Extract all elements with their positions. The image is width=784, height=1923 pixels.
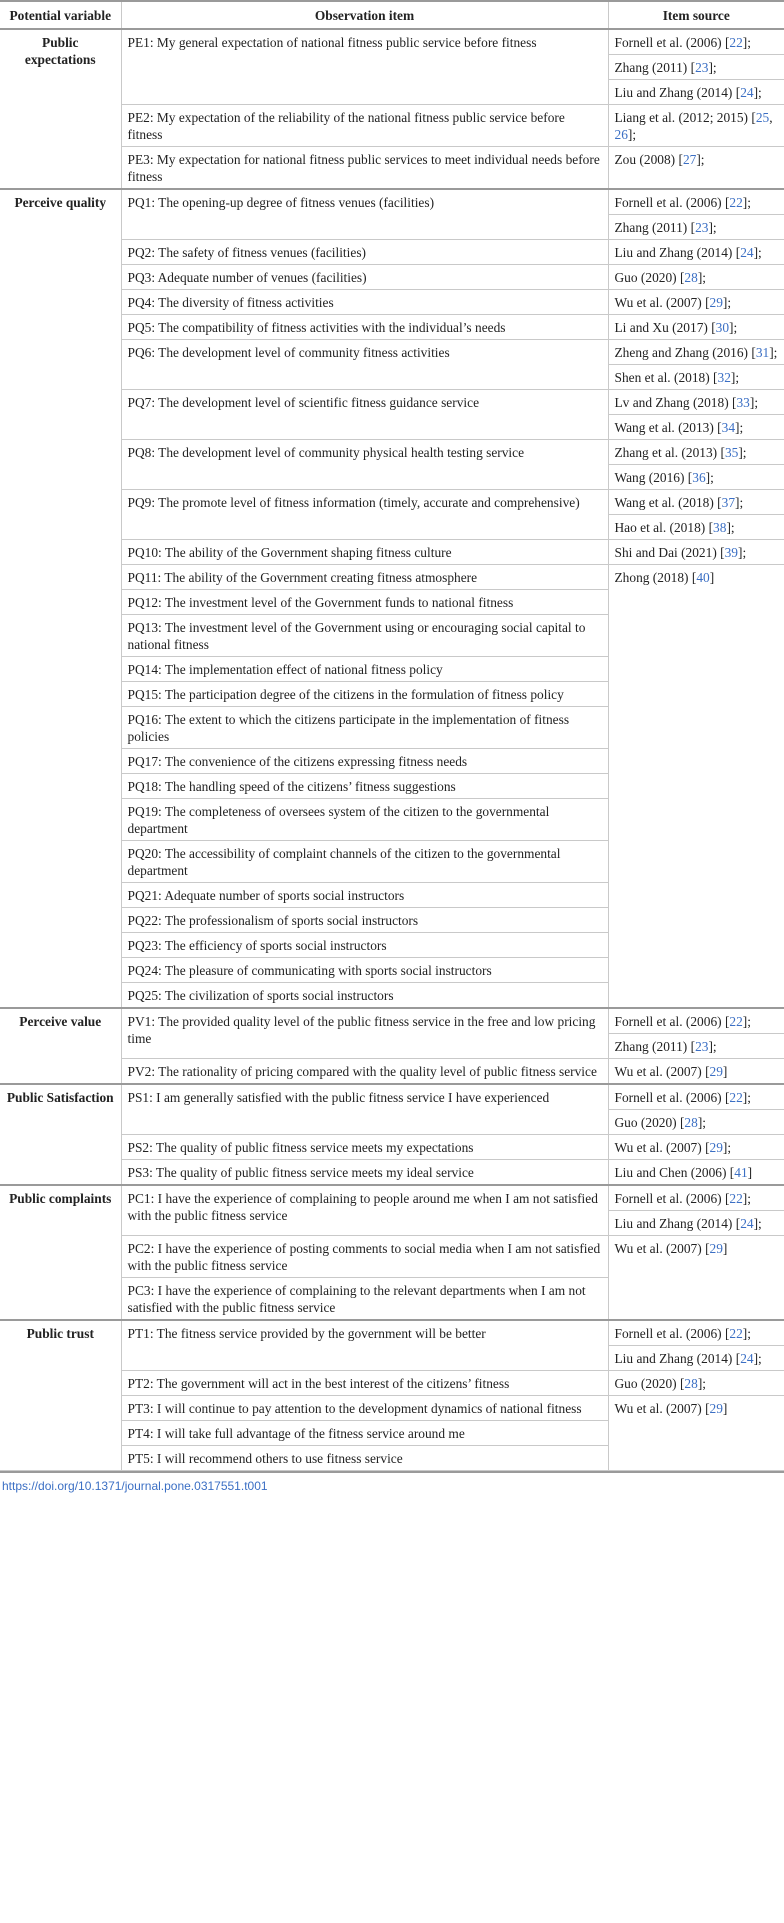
observation-item-cell: PQ4: The diversity of fitness activities xyxy=(121,290,608,315)
observation-item-cell: PV1: The provided quality level of the public fitness service in the free and low pricing time xyxy=(121,1008,608,1059)
observation-item-cell: PQ16: The extent to which the citizens participate in the implementation of fitness policies xyxy=(121,707,608,749)
citation-link[interactable]: 23 xyxy=(695,220,709,235)
table-row xyxy=(0,1320,784,1346)
citation-link[interactable]: 29 xyxy=(709,1064,723,1079)
header-row xyxy=(0,1,784,29)
header-potential-variable: Potential variable xyxy=(0,1,121,29)
potential-variable-cell: Public complaints xyxy=(0,1185,121,1320)
observation-item-cell: PQ8: The development level of community physical health testing service xyxy=(121,440,608,490)
citation-link[interactable]: 34 xyxy=(721,420,736,435)
observation-item-cell: PQ6: The development level of community fitness activities xyxy=(121,340,608,390)
citation-link[interactable]: 23 xyxy=(695,1039,709,1054)
citation-link[interactable]: 39 xyxy=(724,545,738,560)
header-observation-item: Observation item xyxy=(121,1,608,29)
citation-link[interactable]: 26 xyxy=(614,127,628,142)
citation-link[interactable]: 35 xyxy=(724,445,739,460)
observation-item-cell: PC2: I have the experience of posting comments to social media when I am not satisfied with the public fitness service xyxy=(121,1236,608,1278)
observation-item-cell: PQ17: The convenience of the citizens expressing fitness needs xyxy=(121,749,608,774)
citation-link[interactable]: 28 xyxy=(684,270,698,285)
citation-link[interactable]: 29 xyxy=(709,1401,723,1416)
observation-item-cell: PQ14: The implementation effect of national fitness policy xyxy=(121,657,608,682)
item-source-cell: Wu et al. (2007) [29] xyxy=(608,1059,784,1085)
observation-item-cell: PT4: I will take full advantage of the fitness service around me xyxy=(121,1421,608,1446)
observation-item-cell: PE3: My expectation for national fitness public services to meet individual needs before fitness xyxy=(121,147,608,190)
observation-item-cell: PQ24: The pleasure of communicating with sports social instructors xyxy=(121,958,608,983)
observation-item-cell: PQ22: The professionalism of sports social instructors xyxy=(121,908,608,933)
potential-variable-cell: Public trust xyxy=(0,1320,121,1471)
table-row xyxy=(0,1185,784,1211)
observation-item-cell: PC1: I have the experience of complaining to people around me when I am not satisfied with the public fitness service xyxy=(121,1185,608,1236)
citation-link[interactable]: 31 xyxy=(755,345,770,360)
observation-item-cell: PT5: I will recommend others to use fitness service xyxy=(121,1446,608,1471)
citation-link[interactable]: 22 xyxy=(729,1191,743,1206)
item-source-cell: Lv and Zhang (2018) [33]; xyxy=(608,390,784,415)
item-source-cell: Zheng and Zhang (2016) [31]; xyxy=(608,340,784,365)
citation-link[interactable]: 29 xyxy=(709,295,723,310)
observation-item-cell: PE1: My general expectation of national fitness public service before fitness xyxy=(121,29,608,105)
observation-item-cell: PQ15: The participation degree of the citizens in the formulation of fitness policy xyxy=(121,682,608,707)
observation-item-cell: PT3: I will continue to pay attention to the development dynamics of national fitness xyxy=(121,1396,608,1421)
item-source-cell: Fornell et al. (2006) [22]; xyxy=(608,29,784,55)
observation-item-cell: PQ23: The efficiency of sports social instructors xyxy=(121,933,608,958)
citation-link[interactable]: 22 xyxy=(729,1326,743,1341)
item-source-cell: Guo (2020) [28]; xyxy=(608,1371,784,1396)
item-source-cell: Li and Xu (2017) [30]; xyxy=(608,315,784,340)
item-source-cell: Wang (2016) [36]; xyxy=(608,465,784,490)
observation-item-cell: PQ18: The handling speed of the citizens’ fitness suggestions xyxy=(121,774,608,799)
citation-link[interactable]: 22 xyxy=(729,195,743,210)
citation-link[interactable]: 24 xyxy=(740,1216,754,1231)
observation-item-cell: PQ12: The investment level of the Government funds to national fitness xyxy=(121,590,608,615)
item-source-cell: Zhang et al. (2013) [35]; xyxy=(608,440,784,465)
citation-link[interactable]: 22 xyxy=(729,1090,743,1105)
citation-link[interactable]: 28 xyxy=(684,1115,698,1130)
table-row xyxy=(0,1008,784,1034)
item-source-cell: Liu and Zhang (2014) [24]; xyxy=(608,1346,784,1371)
item-source-cell: Zou (2008) [27]; xyxy=(608,147,784,190)
observation-item-cell: PC3: I have the experience of complaining to the relevant departments when I am not satisfied with the public fitness service xyxy=(121,1278,608,1321)
observation-item-cell: PQ9: The promote level of fitness information (timely, accurate and comprehensive) xyxy=(121,490,608,540)
citation-link[interactable]: 24 xyxy=(740,245,754,260)
observation-item-cell: PQ21: Adequate number of sports social instructors xyxy=(121,883,608,908)
observation-item-cell: PV2: The rationality of pricing compared with the quality level of public fitness service xyxy=(121,1059,608,1085)
potential-variable-cell: Perceive value xyxy=(0,1008,121,1084)
item-source-cell: Zhang (2011) [23]; xyxy=(608,55,784,80)
item-source-cell: Wang et al. (2018) [37]; xyxy=(608,490,784,515)
citation-link[interactable]: 32 xyxy=(717,370,731,385)
observation-item-cell: PQ2: The safety of fitness venues (facilities) xyxy=(121,240,608,265)
observation-item-cell: PQ20: The accessibility of complaint channels of the citizen to the governmental department xyxy=(121,841,608,883)
observation-item-cell: PT2: The government will act in the best interest of the citizens’ fitness xyxy=(121,1371,608,1396)
citation-link[interactable]: 27 xyxy=(682,152,697,167)
citation-link[interactable]: 37 xyxy=(721,495,736,510)
doi-link[interactable]: https://doi.org/10.1371/journal.pone.0317551.t001 xyxy=(0,1471,784,1499)
citation-link[interactable]: 40 xyxy=(696,570,710,585)
observation-item-cell: PQ3: Adequate number of venues (facilities) xyxy=(121,265,608,290)
citation-link[interactable]: 25 xyxy=(755,110,770,125)
citation-link[interactable]: 23 xyxy=(695,60,709,75)
observation-item-cell: PE2: My expectation of the reliability of the national fitness public service before fitness xyxy=(121,105,608,147)
item-source-cell: Wu et al. (2007) [29] xyxy=(608,1396,784,1471)
observation-item-cell: PS2: The quality of public fitness service meets my expectations xyxy=(121,1135,608,1160)
citation-link[interactable]: 24 xyxy=(740,85,754,100)
table-row xyxy=(0,29,784,55)
item-source-cell: Guo (2020) [28]; xyxy=(608,1110,784,1135)
item-source-cell: Fornell et al. (2006) [22]; xyxy=(608,1185,784,1211)
item-source-cell: Liu and Zhang (2014) [24]; xyxy=(608,240,784,265)
header-item-source: Item source xyxy=(608,1,784,29)
citation-link[interactable]: 30 xyxy=(715,320,730,335)
item-source-cell: Wang et al. (2013) [34]; xyxy=(608,415,784,440)
observation-item-cell: PQ11: The ability of the Government creating fitness atmosphere xyxy=(121,565,608,590)
item-source-cell: Fornell et al. (2006) [22]; xyxy=(608,189,784,215)
observation-item-cell: PS3: The quality of public fitness service meets my ideal service xyxy=(121,1160,608,1186)
item-source-cell: Shen et al. (2018) [32]; xyxy=(608,365,784,390)
item-source-cell: Zhang (2011) [23]; xyxy=(608,1034,784,1059)
observation-item-cell: PS1: I am generally satisfied with the public fitness service I have experienced xyxy=(121,1084,608,1135)
observation-item-cell: PQ1: The opening-up degree of fitness venues (facilities) xyxy=(121,189,608,240)
item-source-cell: Liu and Zhang (2014) [24]; xyxy=(608,80,784,105)
item-source-cell: Liang et al. (2012; 2015) [25, 26]; xyxy=(608,105,784,147)
potential-variable-cell: Perceive quality xyxy=(0,189,121,1008)
citation-link[interactable]: 38 xyxy=(713,520,727,535)
citation-link[interactable]: 22 xyxy=(729,1014,743,1029)
observation-item-cell: PQ7: The development level of scientific fitness guidance service xyxy=(121,390,608,440)
item-source-cell: Fornell et al. (2006) [22]; xyxy=(608,1084,784,1110)
table-row xyxy=(0,1084,784,1110)
item-source-cell: Hao et al. (2018) [38]; xyxy=(608,515,784,540)
citation-link[interactable]: 29 xyxy=(709,1241,723,1256)
item-source-cell: Guo (2020) [28]; xyxy=(608,265,784,290)
table-row xyxy=(0,189,784,215)
potential-variable-cell: Public expectations xyxy=(0,29,121,189)
item-source-cell: Wu et al. (2007) [29]; xyxy=(608,1135,784,1160)
observation-item-cell: PQ5: The compatibility of fitness activities with the individual’s needs xyxy=(121,315,608,340)
citation-link[interactable]: 41 xyxy=(734,1165,748,1180)
observation-item-cell: PQ10: The ability of the Government shaping fitness culture xyxy=(121,540,608,565)
observation-item-cell: PQ25: The civilization of sports social instructors xyxy=(121,983,608,1009)
table-body xyxy=(0,29,784,1471)
observation-item-cell: PQ19: The completeness of oversees system of the citizen to the governmental department xyxy=(121,799,608,841)
item-source-cell: Wu et al. (2007) [29] xyxy=(608,1236,784,1321)
potential-variable-cell: Public Satisfaction xyxy=(0,1084,121,1185)
citation-link[interactable]: 36 xyxy=(692,470,706,485)
item-source-cell: Shi and Dai (2021) [39]; xyxy=(608,540,784,565)
observation-item-cell: PT1: The fitness service provided by the government will be better xyxy=(121,1320,608,1371)
observation-item-cell: PQ13: The investment level of the Government using or encouraging social capital to national fitness xyxy=(121,615,608,657)
citation-link[interactable]: 24 xyxy=(740,1351,754,1366)
citation-link[interactable]: 29 xyxy=(709,1140,723,1155)
item-source-cell: Zhong (2018) [40] xyxy=(608,565,784,1009)
item-source-cell: Fornell et al. (2006) [22]; xyxy=(608,1320,784,1346)
item-source-cell: Liu and Chen (2006) [41] xyxy=(608,1160,784,1186)
item-source-cell: Fornell et al. (2006) [22]; xyxy=(608,1008,784,1034)
item-source-cell: Liu and Zhang (2014) [24]; xyxy=(608,1211,784,1236)
citation-link[interactable]: 33 xyxy=(736,395,750,410)
item-source-cell: Zhang (2011) [23]; xyxy=(608,215,784,240)
citation-link[interactable]: 28 xyxy=(684,1376,698,1391)
citation-link[interactable]: 22 xyxy=(729,35,743,50)
item-source-cell: Wu et al. (2007) [29]; xyxy=(608,290,784,315)
